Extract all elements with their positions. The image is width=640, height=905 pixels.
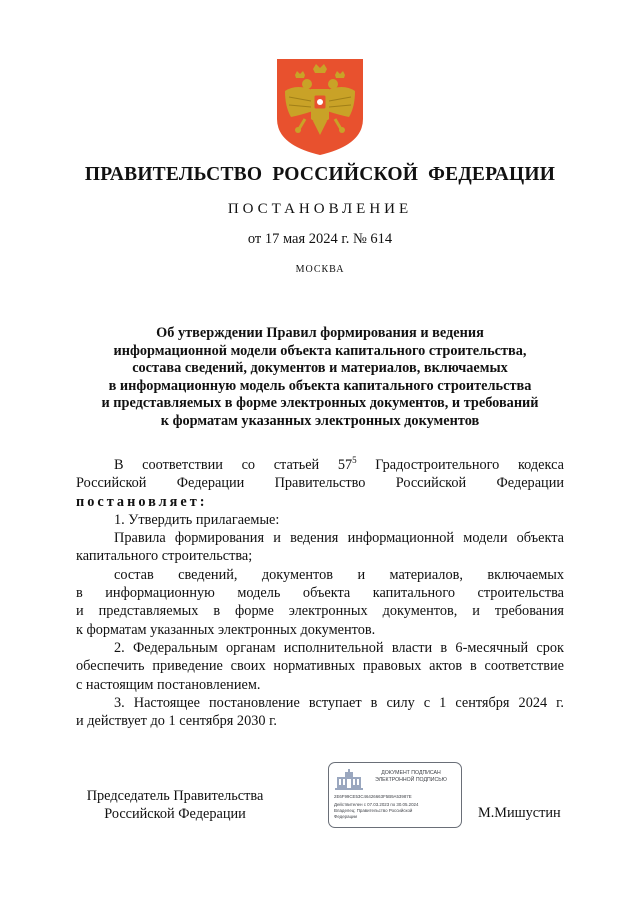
item-2: 2. Федеральным органам исполнительной власти в 6-месячный срок — [114, 639, 564, 656]
stamp-certificate: 2E6F99CE53C46426663F5B9A53987E — [334, 794, 412, 799]
document-body — [76, 456, 564, 730]
body-line: капитального строительства; — [76, 548, 253, 565]
body-line: Правила формирования и ведения информационной модели объекта — [114, 530, 564, 547]
body-line: Российской Федерации Правительство Российской Федерации — [76, 475, 564, 492]
heading-line: состава сведений, документов и материалов, включаемых — [132, 360, 508, 377]
item-1: 1. Утвердить прилагаемые: — [114, 511, 280, 528]
russian-coat-of-arms-icon — [275, 57, 365, 157]
document-city: МОСКВА — [295, 264, 345, 275]
heading-line: информационной модели объекта капитального строительства, — [113, 342, 527, 359]
heading-line: и представляемых в форме электронных документов, и требований — [101, 395, 539, 412]
document-heading — [76, 325, 564, 431]
stamp-owner: Федерации — [334, 814, 357, 819]
body-line: с настоящим постановлением. — [76, 676, 261, 693]
signatory-name: М.Мишустин — [478, 805, 561, 821]
heading-line: к форматам указанных электронных документов — [160, 412, 480, 429]
electronic-signature-stamp — [328, 762, 462, 828]
document-date-number: от 17 мая 2024 г. № 614 — [247, 231, 393, 247]
decree-word: постановляет: — [76, 493, 208, 510]
body-line: в информационную модель объекта капитального строительства — [76, 585, 564, 602]
stamp-title: ДОКУМЕНТ ПОДПИСАН ЭЛЕКТРОННОЙ ПОДПИСЬЮ — [375, 770, 447, 783]
body-line: и действует до 1 сентября 2030 г. — [76, 713, 277, 730]
body-line: к форматам указанных электронных документов. — [76, 621, 376, 638]
body-line: обеспечить приведение своих нормативных правовых актов в соответствие — [76, 658, 564, 675]
document-type: ПОСТАНОВЛЕНИЕ — [227, 201, 413, 217]
body-line: В соответствии со статьей $57^5$ Градостроительного кодекса — [114, 455, 564, 473]
heading-line: в информационную модель объекта капитального строительства — [108, 377, 532, 394]
government-title: ПРАВИТЕЛЬСТВО РОССИЙСКОЙ ФЕДЕРАЦИИ — [84, 164, 556, 185]
stamp-owner: Владелец: Правительство Российской — [334, 808, 413, 813]
government-building-icon — [335, 769, 363, 791]
heading-line: Об утверждении Правил формирования и ведения — [156, 325, 484, 341]
stamp-validity: Действителен с 07.03.2023 по 30.05.2024 — [334, 802, 419, 807]
item-3: 3. Настоящее постановление вступает в силу с 1 сентября 2024 г. — [114, 694, 564, 711]
body-line: и представляемых в форме электронных документов, и требования — [76, 603, 564, 620]
body-line: состав сведений, документов и материалов, включаемых — [114, 566, 564, 583]
signatory-position: Председатель Правительства Российской Федерации — [86, 788, 264, 822]
article-superscript: 5 — [352, 455, 357, 465]
